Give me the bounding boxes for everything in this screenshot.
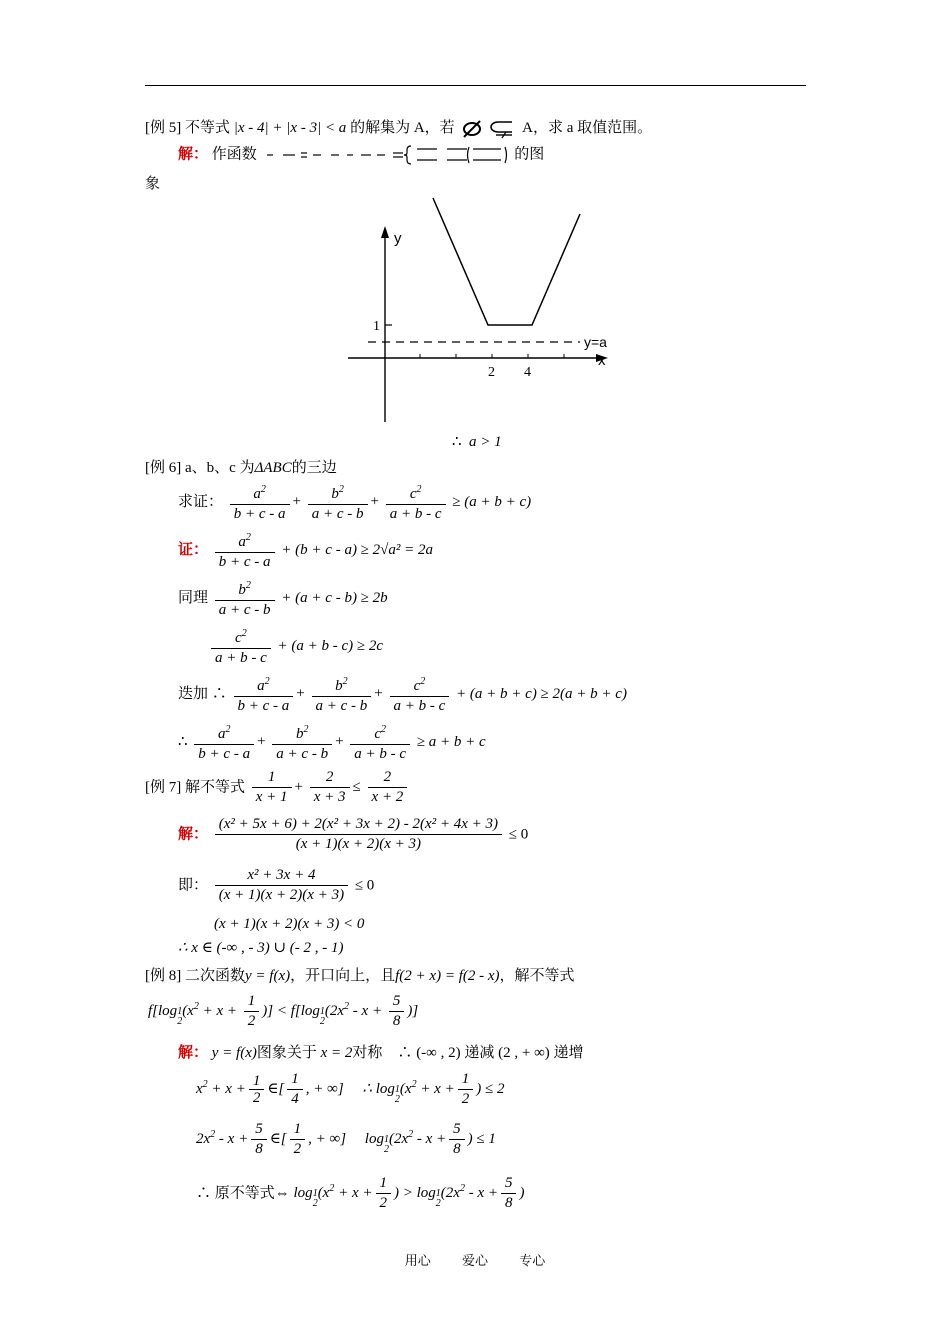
piecewise-graph	[340, 190, 620, 430]
solution-label: 解：	[178, 146, 209, 163]
ex8-solution: 解： y = f(x)图象关于 x = 2对称 ∴ (-∞ , 2) 递减 (2 , + ∞) 递增	[178, 1045, 584, 1061]
ex7-step3: (x + 1)(x + 2)(x + 3) < 0	[214, 916, 365, 932]
ex8-inequality: f[log1 $2(x^2 + x$ + $\frac{1}{2}$ )] < f[log1 $2(2x^2$ - x + $\frac{5}{8}$ )]	[148, 993, 419, 1029]
ex6-final-line: ∴ $\frac{a^2}{b + c - a}$ + $\frac{b^2}{a + c - b}$ + $\frac{c^2}{a + b - c}$ ≥ a + b + c	[178, 720, 486, 764]
ex7-answer: ∴ x ∈ (-∞ , - 3) ∪ (- 2 , - 1)	[178, 940, 344, 956]
ex6-prove-line: 求证： $\frac{a^2}{b + c - a}$ + $\frac{b^2}{a + c - b}$ + $\frac{c^2}{a + b - c}$ ≥ (a + b + c)	[178, 480, 531, 524]
ex7-step2: 即： $\frac{\text{x² + 3x + 4}}{(x + 1)(x + 2)(x + 3)}$ ≤ 0	[178, 867, 375, 903]
empty-set-subset-symbol	[458, 119, 518, 139]
y-axis-arrow	[381, 226, 389, 238]
ex6-proof-line1: 证： $\frac{a^2}{b + c - a}$ + (b + c - a) ≥ 2√a² = 2a	[178, 528, 433, 572]
ex7-solution: 解： $\frac{\text{(x² + 5x + 6) + 2(x² + 3x + 2) - 2(x² + 4x + 3)}}{(x + 1)(x + 2)(x + 3)}$ ≤ 0	[178, 816, 529, 852]
tick-label-2: 2	[488, 365, 495, 380]
ex8-step2: $2x^2$ - x + $\frac{5}{8}$ ∈[ $\frac{1}{2}$ , + ∞] log1 $2(2x^2$ - x + $\frac{5}{8}$ ) ≤ 1	[196, 1121, 496, 1157]
ex7-label: [例 7]	[145, 779, 182, 796]
tick-label-1: 1	[373, 319, 380, 334]
ex7-statement: [例 7] 解不等式 $\frac{1}{x + 1}$ + $\frac{2}{x + 3}$ ≤ $\frac{2}{x + 2}$	[145, 768, 410, 807]
dashed-line-label: y=a	[584, 334, 607, 350]
ex5-inequality: |x - 4| + |x - 3| < a	[233, 120, 347, 136]
tick-label-4: 4	[524, 365, 531, 380]
ex8-step1: $x^2 + x$ + $\frac{1}{2}$ ∈[ $\frac{1}{4}$ , + ∞] ∴ log1 $2(x^2 + x$ + $\frac{1}{2}$ ) ≤ 2	[196, 1071, 505, 1107]
ex5-solution: 解： 作函数 的图	[178, 144, 544, 166]
ex5-line3: 象	[145, 176, 161, 192]
ex5-statement: [例 5] 不等式 |x - 4| + |x - 3| < a 的解集为 A，若 A，求 a 取值范围。	[145, 118, 652, 139]
ex8-statement: [例 8] 二次函数y = f(x)，开口向上，且f(2 + x) = f(2 - x)，解不等式	[145, 968, 575, 984]
ex6-proof-line2: 同理 $\frac{b^2}{a + c - b}$ + (a + c - b) ≥ 2b	[178, 576, 388, 620]
ex5-label: [例 5]	[145, 120, 182, 136]
y-axis-label: y	[394, 230, 402, 247]
header-rule	[145, 85, 806, 86]
ex8-step3: ∴ 原不等式⇔ log1 $2(x^2 + x$ + $\frac{1}{2}$ ) > log1 $2(2x^2$ - x + $\frac{5}{8}$ )	[196, 1175, 525, 1211]
ex5-conclusion: ∴ a > 1	[452, 434, 502, 450]
ex6-label: [例 6]	[145, 460, 182, 476]
ex8-label: [例 8]	[145, 968, 182, 984]
ex6-sum-line: 迭加 ∴ $\frac{a^2}{b + c - a}$ + $\frac{b^2}{a + c - b}$ + $\frac{c^2}{a + b - c}$ + (a + b + c) ≥ 2(a + b + c)	[178, 672, 627, 716]
piecewise-function-image	[261, 144, 511, 166]
x-axis-label: x	[598, 352, 606, 369]
page-footer: 用心 爱心 专心	[404, 1253, 546, 1268]
ex6-statement: [例 6] a、b、c 为ΔABC的三边	[145, 460, 337, 476]
function-curve	[433, 198, 580, 325]
ex6-proof-line3: $\frac{c^2}{a + b - c}$ + (a + b - c) ≥ 2c	[208, 624, 383, 668]
